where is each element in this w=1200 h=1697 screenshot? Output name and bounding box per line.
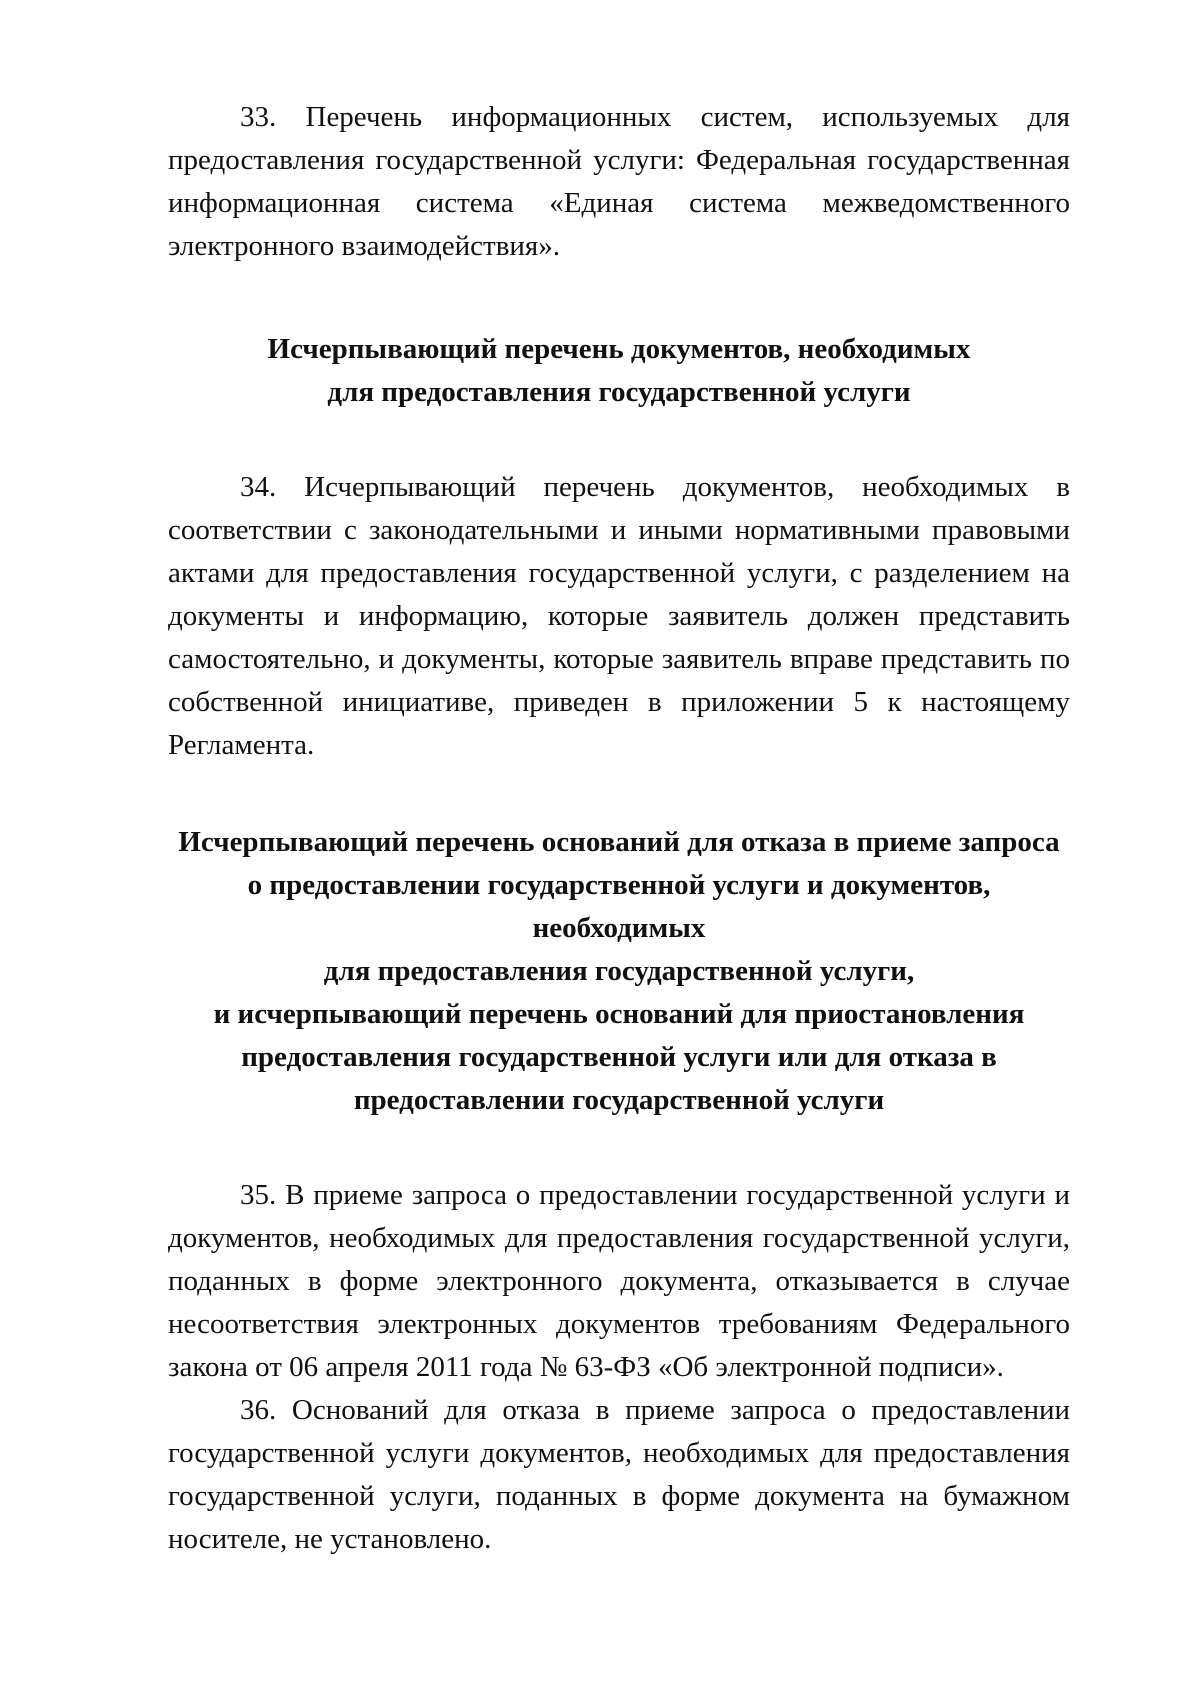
heading-line: и исчерпывающий перечень оснований для приостановления: [213, 998, 1025, 1030]
heading-line: Исчерпывающий перечень оснований для отказа в приеме запроса: [178, 826, 1060, 858]
paragraph-36: 36. Оснований для отказа в приеме запроса о предоставлении государственной услуги документов, необходимых для предоставления государственной услуги, поданных в форме документа на бумажном носителе, не установлено.: [168, 1394, 1070, 1555]
heading-line: предоставления государственной услуги или для отказа в: [241, 1041, 997, 1073]
paragraph-35: 35. В приеме запроса о предоставлении государственной услуги и документов, необходимых для предоставления государственной услуги, поданных в форме электронного документа, отказывается в случае несоответствия электронных документов требованиям Федерального закона от 06 апреля 2011 года № 63-ФЗ «Об электронной подписи».: [168, 1179, 1070, 1383]
section-heading-documents: [168, 328, 1070, 414]
paragraph-33: 33. Перечень информационных систем, используемых для предоставления государственной услуги: Федеральная государственная информационная система «Единая система межведомственного электронного взаимодействия».: [168, 101, 1070, 262]
heading-line: предоставлении государственной услуги: [353, 1084, 885, 1116]
heading-line: необходимых: [532, 912, 706, 944]
section-heading-refusal-grounds: [168, 821, 1070, 1122]
heading-line: для предоставления государственной услуги: [327, 376, 911, 408]
heading-line: для предоставления государственной услуги,: [323, 955, 915, 987]
paragraph-34: 34. Исчерпывающий перечень документов, необходимых в соответствии с законодательными и иными нормативными правовыми актами для предоставления государственной услуги, с разделением на документы и информацию, которые заявитель должен представить самостоятельно, и документы, которые заявитель вправе представить по собственной инициативе, приведен в приложении 5 к настоящему Регламента.: [168, 471, 1070, 761]
heading-line: Исчерпывающий перечень документов, необходимых: [267, 333, 971, 365]
heading-line: о предоставлении государственной услуги и документов,: [247, 869, 991, 901]
